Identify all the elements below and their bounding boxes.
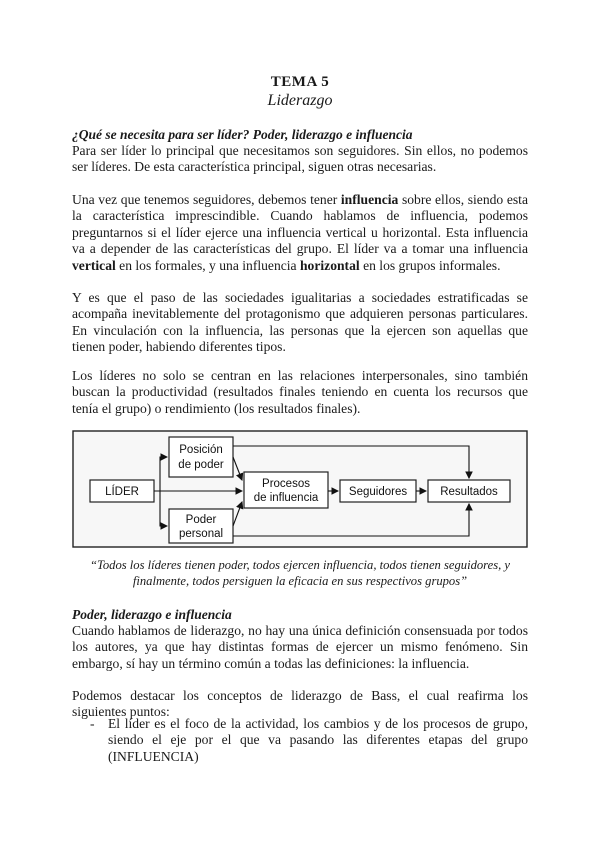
- label-procesos-2: de influencia: [253, 492, 319, 504]
- label-poder-1: Poder: [185, 514, 217, 526]
- label-posicion-1: Posición: [179, 444, 223, 456]
- paragraph-societies: Y es que el paso de las sociedades igualitarias a sociedades estratificadas se acompaña inevitablemente del protagonismo que adquieren personas particulares. En vinculación con la influencia, las personas que la ejercen son aquellas que tienen poder, habiendo diferentes tipos.: [72, 290, 528, 355]
- list-item: [72, 716, 528, 765]
- label-seguidores: Seguidores: [348, 486, 408, 498]
- text-bold-vertical: vertical: [72, 257, 116, 273]
- section-heading-requirements: ¿Qué se necesita para ser líder? Poder, liderazgo e influencia: [72, 127, 413, 142]
- paragraph-bass: Podemos destacar los conceptos de liderazgo de Bass, el cual reafirma los siguientes puntos:: [72, 688, 528, 720]
- label-poder-2: personal: [178, 528, 224, 540]
- section-heading-power: Poder, liderazgo e influencia: [72, 607, 232, 622]
- label-resultados: Resultados: [440, 486, 498, 498]
- text-run: en los grupos informales.: [359, 257, 501, 273]
- list-dash: -: [90, 716, 95, 731]
- text-bold-influence: influencia: [340, 192, 399, 207]
- list-item-text: El líder es el foco de la actividad, los cambios y de los procesos de grupo, siendo el eje por el que va pasando las diferentes etapas del grupo (INFLUENCIA): [108, 716, 528, 764]
- label-posicion-2: de poder: [178, 459, 224, 471]
- paragraph-productivity: Los líderes no solo se centran en las relaciones interpersonales, sino también buscan la productividad (resultados finales teniendo en cuenta los recursos que tenía el grupo) o rendimiento (los resultados finales).: [72, 368, 528, 416]
- text-run: sobre ellos, siendo esta la característica imprescindible. Cuando hablamos de influencia, podemos preguntarnos si el líder ejerce una influencia vertical u horizontal. Esta influencia va a depender de las características del grupo. El líder va a tomar una influencia: [72, 192, 528, 257]
- text-bold-horizontal: horizontal: [300, 257, 360, 273]
- leadership-diagram: [72, 430, 528, 548]
- text-run: Una vez que tenemos seguidores, debemos tener: [72, 192, 341, 207]
- page-subtitle: Liderazgo: [267, 92, 333, 109]
- text-run: en los formales, y una influencia: [115, 257, 300, 273]
- bass-points-list: [72, 716, 528, 765]
- paragraph-definition: Cuando hablamos de liderazgo, no hay una única definición consensuada por todos los autores, ya que hay distintas formas de ejercer un mismo fenómeno. Sin embargo, sí hay un término común a todas las definiciones: la influencia.: [72, 623, 528, 671]
- diagram-caption: [72, 557, 528, 589]
- paragraph-influence: [72, 192, 528, 274]
- caption-line-2: finalmente, todos persiguen la eficacia en sus respectivos grupos”: [132, 574, 468, 588]
- page-title: TEMA 5: [270, 74, 330, 90]
- caption-line-1: “Todos los líderes tienen poder, todos ejercen influencia, todos tienen seguidores, y: [90, 558, 510, 572]
- label-procesos-1: Procesos: [262, 478, 310, 490]
- box-posicion-poder: [169, 437, 233, 477]
- label-lider: LÍDER: [105, 486, 139, 498]
- paragraph-followers: Para ser líder lo principal que necesitamos son seguidores. Sin ellos, no podemos ser líderes. De esta característica principal, siguen otras necesarias.: [72, 143, 528, 175]
